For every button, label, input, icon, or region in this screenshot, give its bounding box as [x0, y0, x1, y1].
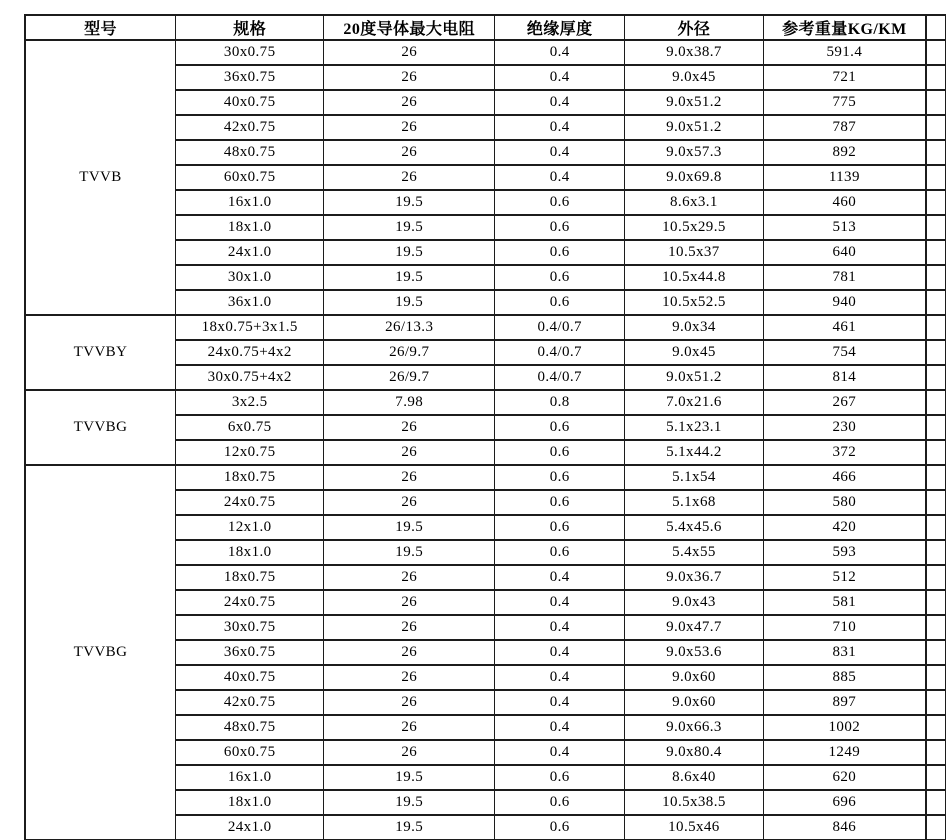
cell-outer-diameter: 9.0x53.6: [625, 640, 763, 665]
cell-outer-diameter: 9.0x57.3: [625, 140, 763, 165]
cropped-edge-cell: [926, 715, 945, 740]
cell-outer-diameter: 9.0x60: [625, 690, 763, 715]
cell-outer-diameter: 9.0x51.2: [625, 115, 763, 140]
cell-outer-diameter: 10.5x44.8: [625, 265, 763, 290]
cell-outer-diameter: 7.0x21.6: [625, 390, 763, 415]
cell-weight: 1139: [763, 165, 926, 190]
cell-resistance: 7.98: [324, 390, 495, 415]
cell-spec: 6x0.75: [175, 415, 323, 440]
cell-spec: 18x1.0: [175, 790, 323, 815]
cell-weight: 372: [763, 440, 926, 465]
cell-insulation-thickness: 0.4: [495, 40, 625, 65]
cell-insulation-thickness: 0.4: [495, 115, 625, 140]
cell-resistance: 19.5: [324, 540, 495, 565]
cell-weight: 754: [763, 340, 926, 365]
cropped-edge-cell: [926, 690, 945, 715]
model-cell: TVVB: [25, 40, 175, 315]
cell-weight: 620: [763, 765, 926, 790]
cell-spec: 36x0.75: [175, 65, 323, 90]
cell-resistance: 26: [324, 415, 495, 440]
cell-spec: 60x0.75: [175, 165, 323, 190]
cell-spec: 18x0.75: [175, 465, 323, 490]
cropped-edge-cell: [926, 265, 945, 290]
cell-weight: 513: [763, 215, 926, 240]
cell-spec: 3x2.5: [175, 390, 323, 415]
cell-spec: 24x0.75: [175, 590, 323, 615]
cell-resistance: 26: [324, 740, 495, 765]
cropped-edge-cell: [926, 40, 945, 65]
table-row: [25, 465, 946, 490]
cropped-edge-cell: [926, 490, 945, 515]
cropped-edge-cell: [926, 215, 945, 240]
cell-weight: 846: [763, 815, 926, 840]
cell-spec: 24x1.0: [175, 240, 323, 265]
cropped-edge-cell: [926, 740, 945, 765]
cell-resistance: 26: [324, 90, 495, 115]
cell-insulation-thickness: 0.6: [495, 190, 625, 215]
cell-resistance: 26: [324, 640, 495, 665]
cell-weight: 230: [763, 415, 926, 440]
cropped-edge-cell: [926, 615, 945, 640]
cell-outer-diameter: 8.6x40: [625, 765, 763, 790]
cell-insulation-thickness: 0.4: [495, 665, 625, 690]
cell-insulation-thickness: 0.6: [495, 265, 625, 290]
column-header-insulation-thickness: 绝缘厚度: [495, 15, 625, 40]
header-row: [25, 15, 946, 40]
cell-insulation-thickness: 0.6: [495, 790, 625, 815]
cropped-edge-cell: [926, 90, 945, 115]
cell-weight: 775: [763, 90, 926, 115]
cell-spec: 60x0.75: [175, 740, 323, 765]
cell-resistance: 19.5: [324, 190, 495, 215]
cropped-edge-cell: [926, 465, 945, 490]
cell-weight: 640: [763, 240, 926, 265]
cell-outer-diameter: 10.5x38.5: [625, 790, 763, 815]
cell-insulation-thickness: 0.4: [495, 565, 625, 590]
cropped-edge-cell: [926, 815, 945, 840]
cell-outer-diameter: 5.4x45.6: [625, 515, 763, 540]
cropped-edge-cell: [926, 390, 945, 415]
cropped-edge-cell: [926, 515, 945, 540]
cell-spec: 42x0.75: [175, 115, 323, 140]
cell-outer-diameter: 9.0x51.2: [625, 365, 763, 390]
cell-resistance: 26: [324, 165, 495, 190]
cable-spec-table: [24, 14, 946, 840]
cell-insulation-thickness: 0.6: [495, 765, 625, 790]
cell-weight: 593: [763, 540, 926, 565]
cell-outer-diameter: 8.6x3.1: [625, 190, 763, 215]
cell-outer-diameter: 10.5x52.5: [625, 290, 763, 315]
cell-spec: 36x1.0: [175, 290, 323, 315]
cell-insulation-thickness: 0.4/0.7: [495, 315, 625, 340]
cell-weight: 581: [763, 590, 926, 615]
cell-spec: 24x1.0: [175, 815, 323, 840]
cell-spec: 16x1.0: [175, 190, 323, 215]
cell-resistance: 26: [324, 590, 495, 615]
cropped-edge-cell: [926, 115, 945, 140]
cell-weight: 721: [763, 65, 926, 90]
cell-spec: 30x1.0: [175, 265, 323, 290]
cell-spec: 24x0.75+4x2: [175, 340, 323, 365]
cell-insulation-thickness: 0.6: [495, 440, 625, 465]
cell-outer-diameter: 9.0x69.8: [625, 165, 763, 190]
cell-weight: 897: [763, 690, 926, 715]
cell-insulation-thickness: 0.6: [495, 815, 625, 840]
cell-insulation-thickness: 0.4/0.7: [495, 365, 625, 390]
column-header-weight: 参考重量KG/KM: [763, 15, 926, 40]
cell-spec: 16x1.0: [175, 765, 323, 790]
table-row: [25, 40, 946, 65]
cell-spec: 30x0.75: [175, 615, 323, 640]
model-cell: TVVBY: [25, 315, 175, 390]
cropped-edge-cell: [926, 440, 945, 465]
cell-insulation-thickness: 0.6: [495, 465, 625, 490]
cell-weight: 420: [763, 515, 926, 540]
cropped-edge-cell: [926, 65, 945, 90]
cropped-edge-cell: [926, 665, 945, 690]
cell-outer-diameter: 5.1x68: [625, 490, 763, 515]
cell-spec: 18x0.75+3x1.5: [175, 315, 323, 340]
cell-weight: 460: [763, 190, 926, 215]
cell-outer-diameter: 9.0x45: [625, 340, 763, 365]
cell-weight: 831: [763, 640, 926, 665]
table-row: [25, 390, 946, 415]
cell-outer-diameter: 5.1x44.2: [625, 440, 763, 465]
cropped-edge-cell: [926, 565, 945, 590]
cell-weight: 580: [763, 490, 926, 515]
column-header-outer-diameter: 外径: [625, 15, 763, 40]
cell-insulation-thickness: 0.6: [495, 515, 625, 540]
cropped-edge-cell: [926, 365, 945, 390]
cell-spec: 18x1.0: [175, 540, 323, 565]
cell-insulation-thickness: 0.6: [495, 240, 625, 265]
cell-insulation-thickness: 0.4: [495, 65, 625, 90]
cell-weight: 461: [763, 315, 926, 340]
cell-insulation-thickness: 0.6: [495, 290, 625, 315]
cropped-edge-cell: [926, 190, 945, 215]
cell-spec: 18x0.75: [175, 565, 323, 590]
cell-outer-diameter: 10.5x46: [625, 815, 763, 840]
cell-resistance: 26/9.7: [324, 365, 495, 390]
cell-resistance: 19.5: [324, 240, 495, 265]
cell-insulation-thickness: 0.4: [495, 90, 625, 115]
cell-outer-diameter: 9.0x36.7: [625, 565, 763, 590]
cell-weight: 696: [763, 790, 926, 815]
cell-weight: 512: [763, 565, 926, 590]
cell-spec: 18x1.0: [175, 215, 323, 240]
cell-resistance: 19.5: [324, 265, 495, 290]
cropped-edge-cell: [926, 315, 945, 340]
cell-spec: 30x0.75+4x2: [175, 365, 323, 390]
cropped-edge-cell: [926, 290, 945, 315]
cell-resistance: 19.5: [324, 515, 495, 540]
cell-resistance: 26: [324, 440, 495, 465]
cell-spec: 42x0.75: [175, 690, 323, 715]
cell-outer-diameter: 9.0x38.7: [625, 40, 763, 65]
cell-weight: 466: [763, 465, 926, 490]
cell-outer-diameter: 9.0x66.3: [625, 715, 763, 740]
cropped-edge-cell: [926, 765, 945, 790]
cell-insulation-thickness: 0.6: [495, 540, 625, 565]
cell-outer-diameter: 10.5x37: [625, 240, 763, 265]
cell-outer-diameter: 5.1x23.1: [625, 415, 763, 440]
cell-resistance: 19.5: [324, 290, 495, 315]
cell-weight: 267: [763, 390, 926, 415]
cell-resistance: 26: [324, 490, 495, 515]
cell-spec: 30x0.75: [175, 40, 323, 65]
cell-spec: 48x0.75: [175, 715, 323, 740]
cell-resistance: 26: [324, 565, 495, 590]
cropped-edge-cell: [926, 15, 945, 40]
cell-outer-diameter: 9.0x60: [625, 665, 763, 690]
cropped-edge-cell: [926, 790, 945, 815]
cell-resistance: 26: [324, 115, 495, 140]
cell-resistance: 19.5: [324, 215, 495, 240]
cell-spec: 24x0.75: [175, 490, 323, 515]
cell-weight: 885: [763, 665, 926, 690]
column-header-spec: 规格: [175, 15, 323, 40]
cell-outer-diameter: 9.0x34: [625, 315, 763, 340]
cell-spec: 12x1.0: [175, 515, 323, 540]
cell-outer-diameter: 9.0x80.4: [625, 740, 763, 765]
column-header-resistance: 20度导体最大电阻: [324, 15, 495, 40]
cell-resistance: 26: [324, 665, 495, 690]
column-header-model: 型号: [25, 15, 175, 40]
cell-outer-diameter: 9.0x43: [625, 590, 763, 615]
cell-insulation-thickness: 0.8: [495, 390, 625, 415]
cell-resistance: 19.5: [324, 790, 495, 815]
table-body: [25, 40, 946, 840]
cell-insulation-thickness: 0.4: [495, 165, 625, 190]
cell-spec: 48x0.75: [175, 140, 323, 165]
cell-resistance: 26: [324, 40, 495, 65]
cell-resistance: 26: [324, 690, 495, 715]
cell-resistance: 19.5: [324, 815, 495, 840]
cell-resistance: 26: [324, 615, 495, 640]
cell-outer-diameter: 5.4x55: [625, 540, 763, 565]
cell-insulation-thickness: 0.6: [495, 415, 625, 440]
cropped-edge-cell: [926, 340, 945, 365]
cell-weight: 892: [763, 140, 926, 165]
cropped-edge-cell: [926, 415, 945, 440]
cell-weight: 591.4: [763, 40, 926, 65]
table-row: [25, 315, 946, 340]
cell-spec: 12x0.75: [175, 440, 323, 465]
model-cell: TVVBG: [25, 465, 175, 840]
cropped-edge-cell: [926, 540, 945, 565]
cell-weight: 814: [763, 365, 926, 390]
cell-spec: 40x0.75: [175, 665, 323, 690]
cell-outer-diameter: 5.1x54: [625, 465, 763, 490]
cell-resistance: 26/9.7: [324, 340, 495, 365]
cell-resistance: 26: [324, 65, 495, 90]
cropped-edge-cell: [926, 590, 945, 615]
cell-weight: 1002: [763, 715, 926, 740]
cell-weight: 787: [763, 115, 926, 140]
cell-outer-diameter: 10.5x29.5: [625, 215, 763, 240]
cell-weight: 781: [763, 265, 926, 290]
cell-outer-diameter: 9.0x45: [625, 65, 763, 90]
cropped-edge-cell: [926, 140, 945, 165]
table-header: [25, 15, 946, 40]
cell-resistance: 26: [324, 465, 495, 490]
cell-outer-diameter: 9.0x47.7: [625, 615, 763, 640]
cropped-edge-cell: [926, 640, 945, 665]
cell-insulation-thickness: 0.4: [495, 590, 625, 615]
cropped-edge-cell: [926, 165, 945, 190]
cell-resistance: 26: [324, 140, 495, 165]
cell-insulation-thickness: 0.4/0.7: [495, 340, 625, 365]
cell-insulation-thickness: 0.6: [495, 490, 625, 515]
cell-weight: 710: [763, 615, 926, 640]
cell-insulation-thickness: 0.4: [495, 740, 625, 765]
cell-outer-diameter: 9.0x51.2: [625, 90, 763, 115]
cell-insulation-thickness: 0.4: [495, 140, 625, 165]
cropped-edge-cell: [926, 240, 945, 265]
cell-spec: 40x0.75: [175, 90, 323, 115]
cell-weight: 1249: [763, 740, 926, 765]
cell-resistance: 26/13.3: [324, 315, 495, 340]
cell-resistance: 26: [324, 715, 495, 740]
cell-resistance: 19.5: [324, 765, 495, 790]
cell-insulation-thickness: 0.4: [495, 615, 625, 640]
cell-insulation-thickness: 0.4: [495, 690, 625, 715]
cell-insulation-thickness: 0.4: [495, 640, 625, 665]
cell-spec: 36x0.75: [175, 640, 323, 665]
cell-insulation-thickness: 0.4: [495, 715, 625, 740]
cell-insulation-thickness: 0.6: [495, 215, 625, 240]
cell-weight: 940: [763, 290, 926, 315]
model-cell: TVVBG: [25, 390, 175, 465]
